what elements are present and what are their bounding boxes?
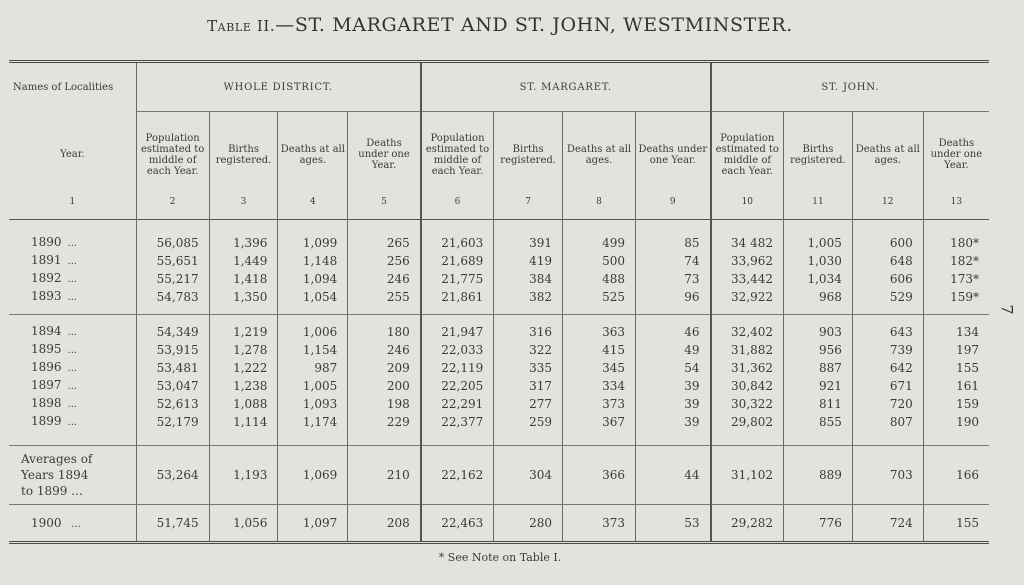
table-cell: 642	[852, 359, 923, 377]
table-cell: 32,922	[711, 288, 784, 306]
table-cell: 180	[348, 323, 421, 341]
year-cell	[9, 288, 136, 306]
leader-dots: ...	[67, 417, 78, 428]
table-cell: 1,174	[278, 413, 348, 431]
table-cell: 29,802	[711, 413, 784, 431]
column-number-row	[9, 197, 989, 220]
avg-cell: 366	[563, 446, 636, 505]
table-cell: 1,094	[278, 270, 348, 288]
table-cell: 724	[852, 505, 923, 543]
avg-cell: 304	[494, 446, 563, 505]
avg-cell: 1,069	[278, 446, 348, 505]
table-cell: 30,322	[711, 395, 784, 413]
table-cell: 30,842	[711, 377, 784, 395]
leader-dots: ...	[67, 256, 78, 267]
table-cell: 903	[784, 323, 853, 341]
table-cell: 31,362	[711, 359, 784, 377]
table-cell: 956	[784, 341, 853, 359]
table-cell: 1,093	[278, 395, 348, 413]
table-cell: 255	[348, 288, 421, 306]
table-cell: 606	[852, 270, 923, 288]
table-cell: 21,603	[421, 234, 494, 252]
table-cell: 648	[852, 252, 923, 270]
table-cell: 1,219	[209, 323, 278, 341]
leader-dots: ...	[67, 238, 78, 249]
table-cell: 22,205	[421, 377, 494, 395]
table-cell: 488	[563, 270, 636, 288]
table-cell: 159	[956, 397, 979, 411]
year-cell	[9, 252, 136, 270]
table-cell: 159*	[950, 290, 979, 304]
table-cell: 373	[563, 505, 636, 543]
table-cell: 316	[494, 323, 563, 341]
table-cell: 54	[636, 359, 711, 377]
table-cell: 1,005	[278, 377, 348, 395]
table-cell: 500	[563, 252, 636, 270]
table-cell: 39	[636, 377, 711, 395]
table-cell: 33,442	[711, 270, 784, 288]
averages-row	[9, 446, 989, 505]
table-cell: 21,947	[421, 323, 494, 341]
table-cell: 322	[494, 341, 563, 359]
table-cell: 155	[923, 505, 989, 543]
col-number: 6	[421, 197, 494, 220]
table-cell: 39	[636, 395, 711, 413]
leader-dots: ...	[71, 519, 81, 530]
table-cell: 259	[494, 413, 563, 431]
table-cell: 1,097	[278, 505, 348, 543]
year-cell	[9, 377, 136, 395]
year-label: 1897	[31, 378, 62, 392]
year-cell	[9, 359, 136, 377]
table-row	[9, 341, 989, 359]
table-cell: 32,402	[711, 323, 784, 341]
avg-cell: 44	[636, 446, 711, 505]
group-header-row	[9, 62, 989, 112]
table-cell: 1,222	[209, 359, 278, 377]
spacer-row	[9, 306, 989, 315]
col-number: 2	[136, 197, 209, 220]
table-title	[0, 14, 1000, 36]
table-cell: 54,349	[136, 323, 209, 341]
avg-cell: 210	[348, 446, 421, 505]
year-cell	[9, 323, 136, 341]
col-number: 13	[950, 197, 963, 207]
table-cell: 53,915	[136, 341, 209, 359]
avg-cell: 22,162	[421, 446, 494, 505]
table-row	[9, 234, 989, 252]
table-cell: 197	[956, 343, 979, 357]
table-cell: 29,282	[711, 505, 784, 543]
table-cell: 49	[636, 341, 711, 359]
table-cell: 200	[348, 377, 421, 395]
table-cell: 53	[636, 505, 711, 543]
table-cell: 208	[348, 505, 421, 543]
leader-dots: ...	[67, 274, 78, 285]
table-cell: 173*	[950, 272, 979, 286]
table-cell: 182*	[950, 254, 979, 268]
table-body-1894-1899	[9, 315, 989, 446]
year-label: 1896	[31, 360, 62, 374]
table-cell: 73	[636, 270, 711, 288]
table-cell: 51,745	[136, 505, 209, 543]
table-cell: 367	[563, 413, 636, 431]
table-cell: 96	[636, 288, 711, 306]
col-number: 7	[494, 197, 563, 220]
page-number: 7	[997, 304, 1017, 315]
table-cell: 190	[956, 415, 979, 429]
table-cell: 22,377	[421, 413, 494, 431]
table-cell: 39	[636, 413, 711, 431]
table-cell: 31,882	[711, 341, 784, 359]
table-cell: 277	[494, 395, 563, 413]
table-cell: 22,033	[421, 341, 494, 359]
table-cell: 1,350	[209, 288, 278, 306]
col-header-margaret-population: Population estimated to middle of each Year.	[421, 112, 494, 198]
year-cell	[9, 341, 136, 359]
table-cell: 134	[956, 325, 979, 339]
year-label: 1898	[31, 396, 62, 410]
table-cell: 22,119	[421, 359, 494, 377]
st-margaret-header: ST. MARGARET.	[421, 62, 711, 112]
table-cell: 391	[494, 234, 563, 252]
col-header-john-infant-deaths: Deaths under one Year.	[930, 138, 983, 171]
table-cell: 720	[852, 395, 923, 413]
table-cell: 739	[852, 341, 923, 359]
col-number: 10	[711, 197, 784, 220]
col-header-whole-population: Population estimated to middle of each Year.	[136, 112, 209, 198]
table-cell: 55,217	[136, 270, 209, 288]
year-label: 1895	[31, 342, 62, 356]
col-header-margaret-births: Births registered.	[494, 112, 563, 198]
year-cell	[9, 270, 136, 288]
table-cell: 52,613	[136, 395, 209, 413]
table-cell: 53,481	[136, 359, 209, 377]
table-cell: 33,962	[711, 252, 784, 270]
table-cell: 987	[278, 359, 348, 377]
st-john-header: ST. JOHN.	[711, 62, 989, 112]
table-cell: 1,088	[209, 395, 278, 413]
column-header-row	[9, 112, 989, 198]
col-number: 8	[563, 197, 636, 220]
table-cell: 46	[636, 323, 711, 341]
table-cell: 1,005	[784, 234, 853, 252]
table-row	[9, 252, 989, 270]
col-number: 3	[209, 197, 278, 220]
table-cell: 317	[494, 377, 563, 395]
table-cell: 85	[636, 234, 711, 252]
averages-label-line3: to 1899	[21, 484, 68, 498]
table-cell: 52,179	[136, 413, 209, 431]
col-number: 4	[278, 197, 348, 220]
title-lead: Table II.	[207, 17, 276, 35]
table-cell: 529	[852, 288, 923, 306]
table-row	[9, 377, 989, 395]
col-number: 5	[348, 197, 421, 220]
row-1900	[9, 505, 989, 543]
col-header-whole-births: Births registered.	[209, 112, 278, 198]
leader-dots: ...	[67, 363, 78, 374]
year-cell	[9, 395, 136, 413]
table-cell: 887	[784, 359, 853, 377]
table-row	[9, 288, 989, 306]
table-cell: 415	[563, 341, 636, 359]
table-cell: 246	[348, 270, 421, 288]
leader-dots: ...	[67, 345, 78, 356]
table-row	[9, 359, 989, 377]
table-cell: 1,396	[209, 234, 278, 252]
table-cell: 34 482	[711, 234, 784, 252]
year-label: 1893	[31, 289, 62, 303]
leader-dots: ...	[67, 292, 78, 303]
table-cell: 1,238	[209, 377, 278, 395]
table-cell: 335	[494, 359, 563, 377]
leader-dots: ...	[67, 399, 78, 410]
col-number: 9	[636, 197, 711, 220]
table-cell: 155	[956, 361, 979, 375]
table-cell: 600	[852, 234, 923, 252]
col-number: 11	[784, 197, 853, 220]
table-cell: 1,148	[278, 252, 348, 270]
year-label: 1892	[31, 271, 62, 285]
col-header-john-population: Population estimated to middle of each Year.	[711, 112, 784, 198]
year-cell	[9, 234, 136, 252]
averages-label-line1: Averages of	[21, 452, 93, 466]
table-cell: 1,278	[209, 341, 278, 359]
whole-district-header: WHOLE DISTRICT.	[136, 62, 421, 112]
avg-cell: 53,264	[136, 446, 209, 505]
table-row	[9, 413, 989, 431]
table-row	[9, 323, 989, 341]
leader-dots: ...	[71, 484, 83, 498]
avg-cell: 889	[784, 446, 853, 505]
table-cell: 811	[784, 395, 853, 413]
table-cell: 55,651	[136, 252, 209, 270]
table-cell: 198	[348, 395, 421, 413]
table-cell: 968	[784, 288, 853, 306]
table-row	[9, 270, 989, 288]
spacer-row	[9, 220, 989, 235]
table-cell: 53,047	[136, 377, 209, 395]
footnote: * See Note on Table I.	[438, 551, 562, 564]
table-cell: 74	[636, 252, 711, 270]
avg-cell: 31,102	[711, 446, 784, 505]
table-cell: 265	[348, 234, 421, 252]
col-header-john-deaths: Deaths at all ages.	[852, 112, 923, 198]
table-cell: 1,006	[278, 323, 348, 341]
table-cell: 334	[563, 377, 636, 395]
table-cell: 671	[852, 377, 923, 395]
table-cell: 419	[494, 252, 563, 270]
table-cell: 21,861	[421, 288, 494, 306]
table-cell: 373	[563, 395, 636, 413]
year-cell	[9, 505, 136, 543]
table-body-1890-1893	[9, 220, 989, 315]
leader-dots: ...	[67, 381, 78, 392]
col-number: 1	[9, 197, 136, 220]
table-cell: 1,056	[209, 505, 278, 543]
table-cell: 921	[784, 377, 853, 395]
col-header-john-births: Births registered.	[784, 112, 853, 198]
table-cell: 1,054	[278, 288, 348, 306]
table-cell: 384	[494, 270, 563, 288]
table-cell: 21,689	[421, 252, 494, 270]
table-cell: 1,449	[209, 252, 278, 270]
table-cell: 229	[348, 413, 421, 431]
year-label: 1900	[31, 516, 62, 530]
col-header-whole-deaths: Deaths at all ages.	[278, 112, 348, 198]
spacer-row	[9, 315, 989, 324]
year-label: 1891	[31, 253, 62, 267]
year-cell	[9, 413, 136, 431]
table-cell: 256	[348, 252, 421, 270]
table-cell: 21,775	[421, 270, 494, 288]
statistics-table	[9, 60, 989, 544]
table-cell: 209	[348, 359, 421, 377]
table-cell: 180*	[950, 236, 979, 250]
leader-dots: ...	[67, 327, 78, 338]
table-cell: 22,463	[421, 505, 494, 543]
table-cell: 525	[563, 288, 636, 306]
table-cell: 1,030	[784, 252, 853, 270]
table-cell: 363	[563, 323, 636, 341]
table-cell: 345	[563, 359, 636, 377]
col-header-whole-infant-deaths: Deaths under one Year.	[348, 112, 421, 198]
col-header-margaret-deaths: Deaths at all ages.	[563, 112, 636, 198]
table-cell: 855	[784, 413, 853, 431]
table-cell: 1,418	[209, 270, 278, 288]
title-text: —ST. MARGARET AND ST. JOHN, WESTMINSTER.	[275, 14, 793, 36]
table-cell: 1,034	[784, 270, 853, 288]
col-number: 12	[852, 197, 923, 220]
table-cell: 1,114	[209, 413, 278, 431]
names-of-localities-header: Names of Localities	[9, 62, 136, 112]
table-cell: 1,154	[278, 341, 348, 359]
table-cell: 246	[348, 341, 421, 359]
table-cell: 499	[563, 234, 636, 252]
year-label: 1890	[31, 235, 62, 249]
avg-cell: 1,193	[209, 446, 278, 505]
averages-label	[9, 446, 136, 505]
table-cell: 1,099	[278, 234, 348, 252]
table-cell: 382	[494, 288, 563, 306]
table-cell: 807	[852, 413, 923, 431]
table-cell: 56,085	[136, 234, 209, 252]
avg-cell: 703	[852, 446, 923, 505]
table-row	[9, 395, 989, 413]
table-cell: 643	[852, 323, 923, 341]
year-label: 1899	[31, 414, 62, 428]
table-cell: 22,291	[421, 395, 494, 413]
spacer-row	[9, 431, 989, 446]
col-header-year: Year.	[9, 112, 136, 198]
table-cell: 54,783	[136, 288, 209, 306]
table-cell: 161	[956, 379, 979, 393]
year-label: 1894	[31, 324, 62, 338]
avg-cell: 166	[923, 446, 989, 505]
table-cell: 280	[494, 505, 563, 543]
col-header-margaret-infant-deaths: Deaths under one Year.	[636, 112, 711, 198]
table-cell: 776	[784, 505, 853, 543]
averages-label-line2: Years 1894	[21, 468, 89, 482]
